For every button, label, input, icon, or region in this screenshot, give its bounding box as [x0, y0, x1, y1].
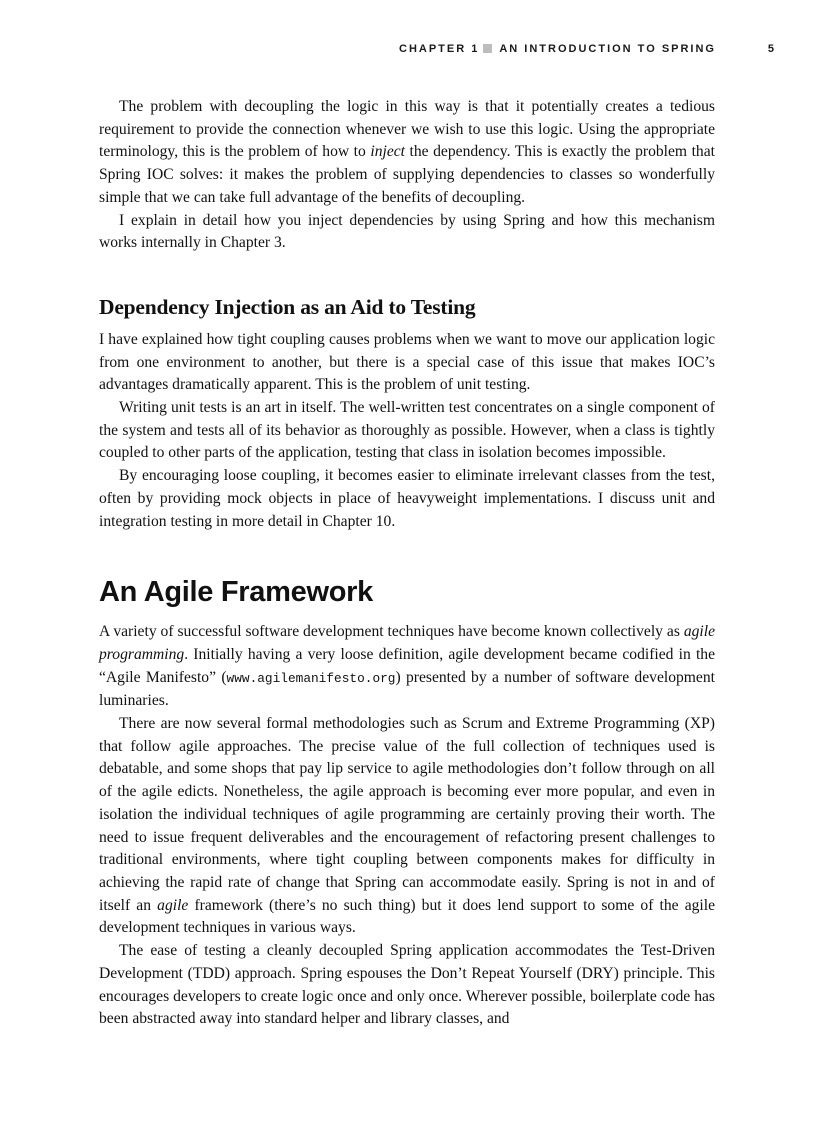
page-body [99, 96, 715, 1031]
text-run: ) presented by a number of software development luminaries. [99, 668, 715, 710]
paragraph-unit-tests: Writing unit tests is an art in itself. The well-written test concentrates on a single component of the system and tests all of its behavior as thoroughly as possible. However, when a class is tightly coupled to other parts of the application, testing that class in isolation becomes impossible. [99, 399, 715, 462]
text-run: There are now several formal methodologies such as Scrum and Extreme Programming (XP) that follow agile approaches. The precise value of the full collection of techniques used is debatable, and some shops that pay lip service to agile methodologies don’t follow through on all of the agile edicts. Nonetheless, the agile approach is becoming ever more popular, and even in isolation the individual techniques of agile programming are certainly proving their worth. The need to issue frequent deliverables and the encouragement of refactoring present challenges to traditional environments, where tight coupling between components makes for difficulty in achieving the rapid rate of change that Spring can accommodate easily. Spring is not in and of itself an [99, 715, 715, 914]
emphasis-text: agile programming [99, 623, 715, 663]
paragraph-tdd-dry: The ease of testing a cleanly decoupled Spring application accommodates the Test-Driven Development (TDD) approach. Spring espouses the Don’t Repeat Yourself (DRY) principle. This encourages developers to create logic once and only once. Wherever possible, boilerplate code has been abstracted away into standard helper and library classes, and [99, 942, 715, 1028]
paragraph-loose-coupling: By encouraging loose coupling, it becomes easier to eliminate irrelevant classes from the test, often by providing mock objects in place of heavyweight implementations. I discuss unit and integration testing in more detail in Chapter 10. [99, 467, 715, 530]
text-run: A variety of successful software development techniques have become known collectively as [99, 623, 684, 641]
text-run: The problem with decoupling the logic in this way is that it potentially creates a tedious requirement to provide the connection whenever we wish to use this logic. Using the appropriate terminology, this is the problem of how to [99, 98, 715, 161]
paragraph-agile-programming [99, 621, 715, 713]
page-number: 5 [767, 43, 774, 55]
running-header-title [399, 43, 716, 55]
manifesto-url: www.agilemanifesto.org [226, 670, 396, 686]
text-run: the dependency. This is exactly the problem that Spring IOC solves: it makes the problem of supplying dependencies to classes so wonderfully simple that we can take full advantage of the benefits of decoupling. [99, 143, 715, 206]
heading-dependency-injection-testing: Dependency Injection as an Aid to Testing [99, 294, 476, 319]
paragraph-tight-coupling: I have explained how tight coupling causes problems when we want to move our application logic from one environment to another, but there is a special case of this issue that makes IOC’s advantages dramatically apparent. This is the problem of unit testing. [99, 330, 715, 394]
heading-agile-framework: An Agile Framework [99, 576, 373, 609]
paragraph-chapter3-ref: I explain in detail how you inject dependencies by using Spring and how this mechanism works internally in Chapter 3. [99, 211, 715, 252]
running-header [100, 41, 774, 59]
paragraph-methodologies [99, 713, 715, 940]
chapter-title: AN INTRODUCTION TO SPRING [499, 43, 716, 55]
emphasis-text: inject [370, 143, 405, 161]
chapter-label: CHAPTER 1 [399, 43, 480, 55]
paragraph-inject [99, 96, 715, 210]
emphasis-text: agile [157, 896, 189, 914]
text-run: framework (there’s no such thing) but it does lend support to some of the agile development techniques in various ways. [99, 896, 715, 937]
header-separator-square [483, 44, 492, 53]
text-run: . Initially having a very loose definition, agile development became codified in the “Agile Manifesto” ( [99, 645, 715, 686]
